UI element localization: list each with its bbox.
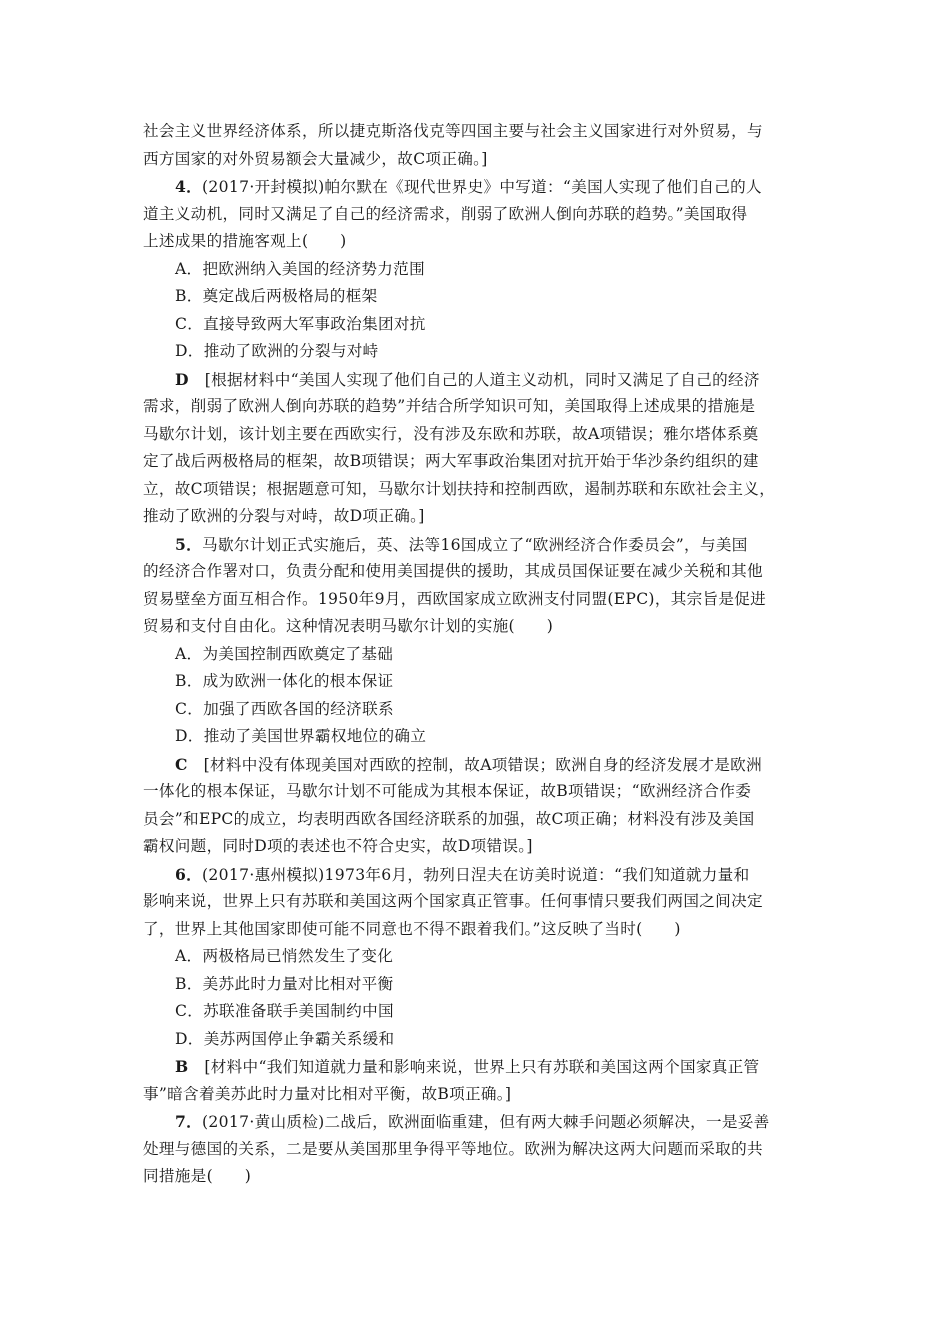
question-number: 4． [175, 177, 203, 196]
text-line: 处理与德国的关系，二是要从美国那里争得平等地位。欧洲为解决这两大问题而采取的共 [143, 1139, 763, 1158]
question-4-stem: 4．(2017·开封模拟)帕尔默在《现代世界史》中写道：“美国人实现了他们自己的人 [175, 177, 762, 196]
option-d: D．美苏两国停止争霸关系缓和 [175, 1029, 395, 1048]
answer-letter: C [175, 754, 188, 774]
option-a: A．两极格局已悄然发生了变化 [175, 947, 394, 965]
text-line: 的经济合作署对口，负责分配和使用美国提供的援助，其成员国保证要在减少关税和其他 [143, 562, 763, 580]
text-line: 霸权问题，同时D项的表述也不符合史实，故D项错误。] [143, 837, 533, 855]
option-d: D．推动了美国世界霸权地位的确立 [175, 727, 427, 745]
text-line: 推动了欧洲的分裂与对峙，故D项正确。] [143, 507, 425, 525]
option-c: C．加强了西欧各国的经济联系 [175, 699, 394, 718]
question-6-answer: B [材料中“我们知道就力量和影响来说，世界上只有苏联和美国这两个国家真正管 [175, 1057, 760, 1076]
text-line: 上述成果的措施客观上( ) [143, 232, 347, 250]
question-4-answer: D [根据材料中“美国人实现了他们自己的人道主义动机，同时又满足了自己的经济 [175, 369, 760, 389]
question-number: 7． [175, 1112, 203, 1131]
option-b: B．成为欧洲一体化的根本保证 [175, 672, 394, 690]
question-5-stem: 5．马歇尔计划正式实施后，英、法等16国成立了“欧洲经济合作委员会”，与美国 [175, 534, 748, 554]
text-line: 社会主义世界经济体系，所以捷克斯洛伐克等四国主要与社会主义国家进行对外贸易，与 [143, 122, 763, 140]
question-number: 5． [175, 534, 203, 554]
question-7-stem: 7．(2017·黄山质检)二战后，欧洲面临重建，但有两大棘手问题必须解决，一是妥善 [175, 1112, 770, 1131]
option-a: A．为美国控制西欧奠定了基础 [175, 644, 394, 663]
question-5-answer: C [材料中没有体现美国对西欧的控制，故A项错误；欧洲自身的经济发展才是欧洲 [175, 754, 762, 774]
text-line: 贸易壁垒方面互相合作。1950年9月，西欧国家成立欧洲支付同盟(EPC)，其宗旨是促进 [143, 589, 767, 608]
text-line: 西方国家的对外贸易额会大量减少，故C项正确。] [143, 149, 488, 168]
text-line: 同措施是( ) [143, 1167, 252, 1185]
text-line: 立，故C项错误；根据题意可知，马歇尔计划扶持和控制西欧，遏制苏联和东欧社会主义， [143, 479, 776, 498]
text-line: 需求，削弱了欧洲人倒向苏联的趋势”并结合所学知识可知，美国取得上述成果的措施是 [143, 397, 756, 415]
option-d: D．推动了欧洲的分裂与对峙 [175, 342, 379, 360]
text-line: 了，世界上其他国家即使可能不同意也不得不跟着我们。”这反映了当时( ) [143, 919, 681, 938]
question-number: 6． [175, 864, 203, 884]
text-line: 一体化的根本保证，马歇尔计划不可能成为其根本保证，故B项错误；“欧洲经济合作委 [143, 782, 752, 800]
option-a: A．把欧洲纳入美国的经济势力范围 [175, 259, 425, 278]
option-b: B．美苏此时力量对比相对平衡 [175, 974, 394, 993]
text-line: 影响来说，世界上只有苏联和美国这两个国家真正管事。任何事情只要我们两国之间决定 [143, 892, 763, 910]
answer-letter: B [175, 1057, 189, 1076]
option-c: C．苏联准备联手美国制约中国 [175, 1002, 394, 1020]
document-page [143, 118, 811, 1191]
text-line: 马歇尔计划，该计划主要在西欧实行，没有涉及东欧和苏联，故A项错误；雅尔塔体系奠 [143, 424, 759, 443]
option-c: C．直接导致两大军事政治集团对抗 [175, 314, 426, 333]
text-line: 定了战后两极格局的框架，故B项错误；两大军事政治集团对抗开始于华沙条约组织的建 [143, 452, 759, 470]
option-b: B．奠定战后两极格局的框架 [175, 287, 378, 305]
text-line: 道主义动机，同时又满足了自己的经济需求，削弱了欧洲人倒向苏联的趋势。”美国取得 [143, 204, 748, 223]
text-line: 事”暗含着美苏此时力量对比相对平衡，故B项正确。] [143, 1084, 512, 1103]
question-6-stem: 6．(2017·惠州模拟)1973年6月，勃列日涅夫在访美时说道：“我们知道就力量和 [175, 864, 750, 884]
text-line: 员会”和EPC的成立，均表明西欧各国经济联系的加强，故C项正确；材料没有涉及美国 [143, 809, 755, 828]
text-line: 贸易和支付自由化。这种情况表明马歇尔计划的实施( ) [143, 617, 554, 635]
answer-letter: D [175, 369, 189, 389]
